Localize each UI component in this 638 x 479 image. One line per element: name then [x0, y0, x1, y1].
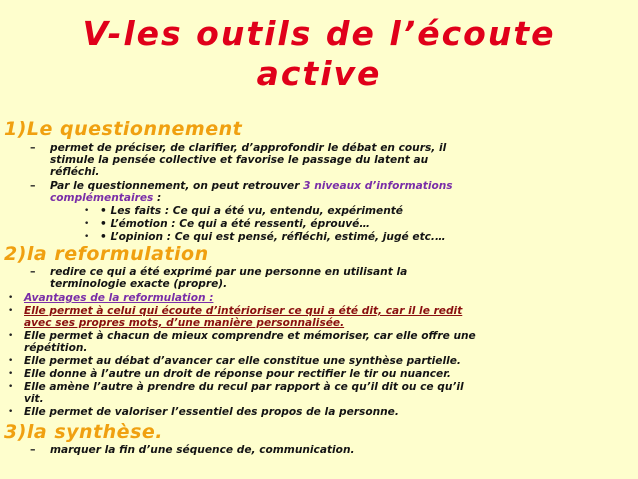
niveaux-highlight: 3 niveaux d’informations — [303, 180, 453, 192]
niveaux-intro: Par le questionnement, on peut retrouver — [50, 180, 304, 192]
section-heading-synthese: 3)la synthèse. — [4, 421, 163, 443]
level-opinion: • L’opinion : Ce qui est pensé, réfléchi, estimé, jugé etc.… — [100, 231, 446, 243]
section-heading-reformulation: 2)la reformulation — [4, 243, 209, 265]
dash-marker: – — [30, 443, 36, 456]
dash-marker: – — [30, 265, 36, 278]
title-line-1: V-les outils de l’écoute — [82, 14, 556, 53]
reformulation-line-2: terminologie exacte (propre). — [50, 278, 228, 290]
questionnement-line-1: permet de préciser, de clarifier, d’approfondir le débat en cours, il — [50, 142, 447, 154]
level-emotion: • L’émotion : Ce qui a été ressenti, éprouvé… — [100, 218, 370, 230]
bullet-marker: • — [84, 206, 90, 216]
level-faits: • Les faits : Ce qui a été vu, entendu, expérimenté — [100, 205, 403, 217]
niveaux-line-1 — [50, 180, 453, 192]
advantage-1-line-2-text: avec ses propres mots, d’une manière personnalisée. — [24, 317, 345, 329]
bullet-marker: • — [8, 407, 14, 417]
niveaux-colon: : — [153, 192, 162, 204]
advantage-6-line-1: Elle permet de valoriser l’essentiel des propos de la personne. — [24, 406, 399, 418]
dash-marker: – — [30, 141, 36, 154]
advantage-4-line-1: Elle donne à l’autre un droit de réponse pour rectifier le tir ou nuancer. — [24, 368, 451, 380]
bullet-marker: • — [8, 382, 14, 392]
dash-marker: – — [30, 179, 36, 192]
questionnement-line-2: stimule la pensée collective et favorise le passage du latent au — [50, 154, 429, 166]
niveaux-complementaires: complémentaires — [50, 192, 154, 204]
bullet-marker: • — [8, 369, 14, 379]
advantage-5-line-2: vit. — [24, 393, 44, 405]
slide-title — [20, 14, 618, 94]
bullet-marker: • — [8, 356, 14, 366]
advantage-3-line-1: Elle permet au débat d’avancer car elle constitue une synthèse partielle. — [24, 355, 461, 367]
advantage-2-line-2: répétition. — [24, 342, 88, 354]
questionnement-line-3: réfléchi. — [50, 166, 100, 178]
bullet-marker: • — [8, 306, 14, 316]
synthese-line-1: marquer la fin d’une séquence de, communication. — [50, 444, 355, 456]
bullet-marker: • — [8, 331, 14, 341]
advantage-2-line-1: Elle permet à chacun de mieux comprendre et mémoriser, car elle offre une — [24, 330, 476, 342]
bullet-marker: • — [84, 232, 90, 242]
title-line-2: active — [256, 54, 382, 93]
niveaux-line-2 — [50, 192, 161, 204]
advantage-5-line-1: Elle amène l’autre à prendre du recul par rapport à ce qu’il dit ou ce qu’il — [24, 381, 464, 393]
bullet-marker: • — [84, 219, 90, 229]
advantage-1-line-2 — [24, 317, 344, 329]
section-heading-questionnement: 1)Le questionnement — [4, 118, 243, 140]
advantages-heading: Avantages de la reformulation : — [24, 292, 214, 304]
advantage-1-line-1: Elle permet à celui qui écoute d’intérioriser ce qui a été dit, car il le redit — [24, 305, 463, 317]
bullet-marker: • — [8, 293, 14, 303]
reformulation-line-1: redire ce qui a été exprimé par une personne en utilisant la — [50, 266, 408, 278]
